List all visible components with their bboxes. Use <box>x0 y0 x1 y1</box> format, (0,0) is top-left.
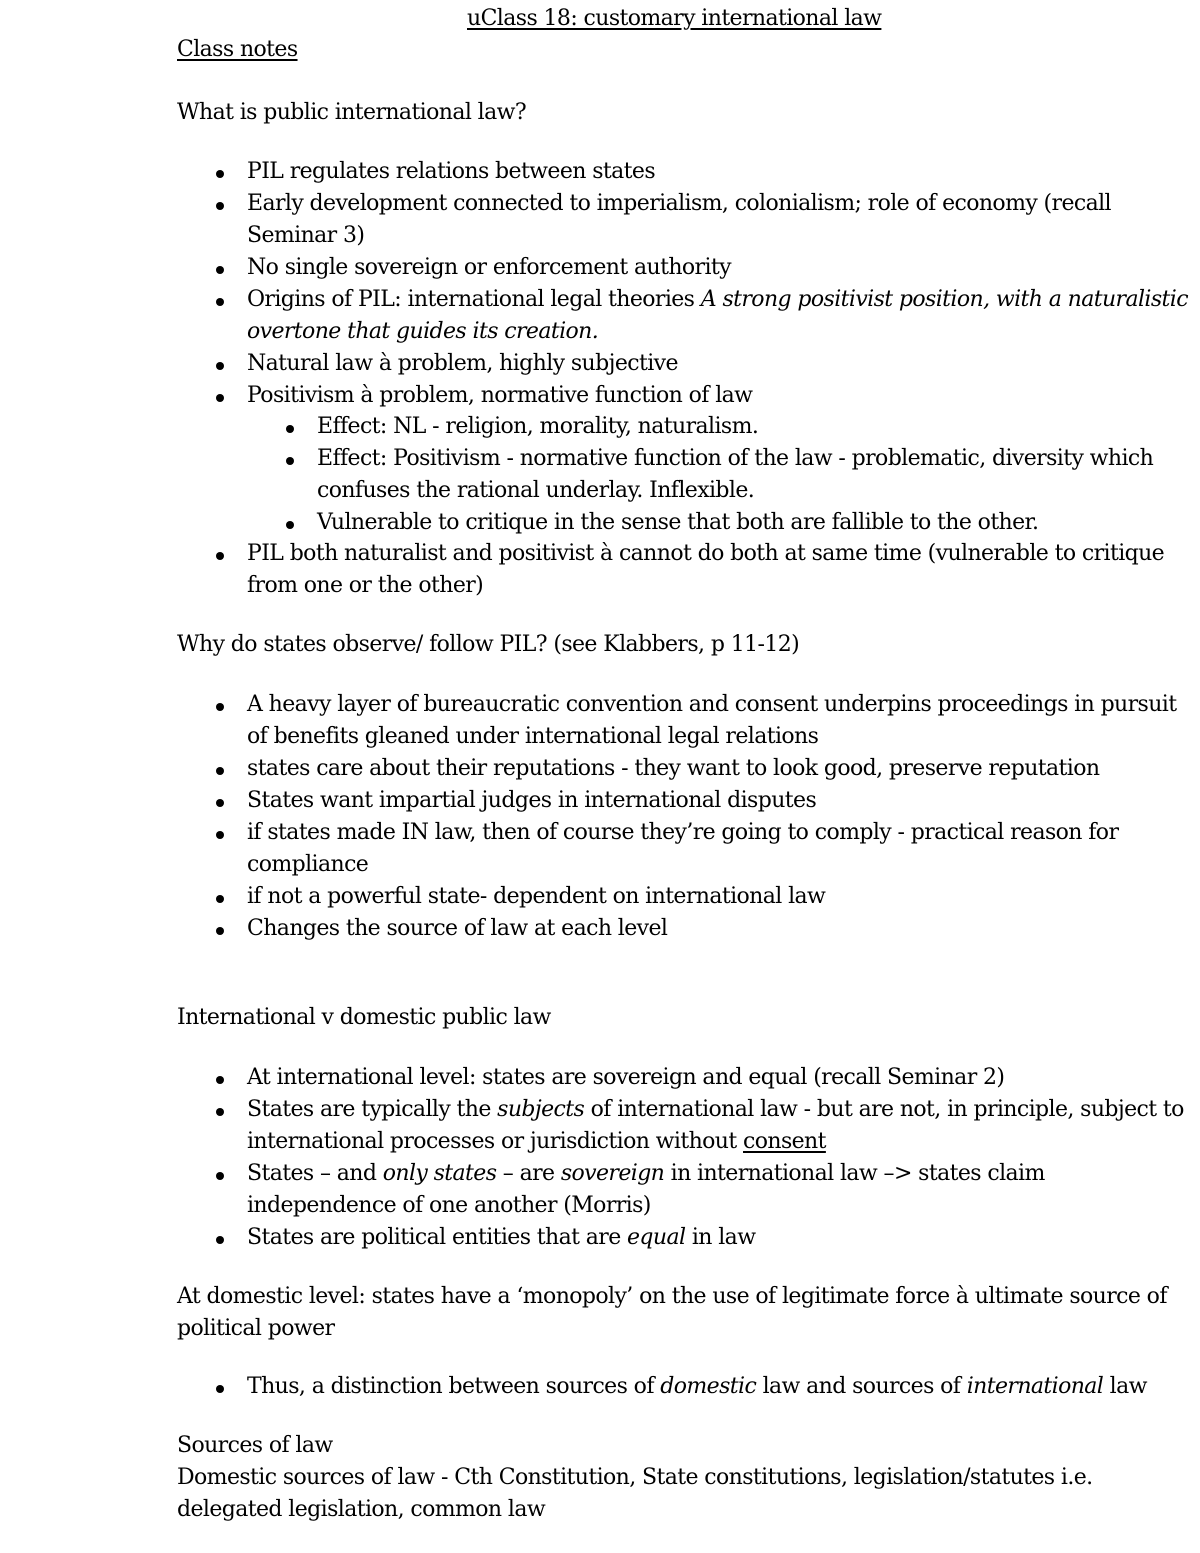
list-item: Vulnerable to critique in the sense that both are fallible to the other. <box>317 507 1197 539</box>
list-item-text: Origins of PIL: international legal theories <box>247 287 701 312</box>
section-heading-what-is-pil: What is public international law? <box>177 100 527 125</box>
list-item: Natural law à problem, highly subjective <box>247 348 1197 380</box>
list-item-text: law <box>1103 1374 1147 1399</box>
list-item-emphasis: sovereign <box>560 1161 665 1186</box>
list-item: states care about their reputations - they want to look good, preserve reputation <box>247 753 1197 785</box>
list-item-text: of international law - but are not, in principle, subject to international processes or jurisdiction without <box>247 1097 1184 1154</box>
pil-bullet-list <box>247 156 1197 412</box>
list-item-text: – are <box>496 1161 561 1186</box>
section-heading-intl-v-domestic: International v domestic public law <box>177 1005 551 1030</box>
list-item-text: in international law –> states claim independence of one another (Morris) <box>247 1161 1045 1218</box>
positivism-sub-list <box>317 411 1197 539</box>
list-item: Changes the source of law at each level <box>247 913 1197 945</box>
list-item: Effect: Positivism - normative function of the law - problematic, diversity which confuses the rational underlay. Inflexible. <box>317 443 1197 507</box>
list-item-emphasis: subjects <box>497 1097 585 1122</box>
intl-v-domestic-bullet-list <box>247 1062 1197 1254</box>
list-item: States want impartial judges in international disputes <box>247 785 1197 817</box>
list-item-text: States – and <box>247 1161 383 1186</box>
list-item-emphasis: domestic <box>660 1374 757 1399</box>
list-item-emphasis: only states <box>382 1161 497 1186</box>
list-item-text: States are political entities that are <box>247 1225 628 1250</box>
distinction-bullet-list <box>247 1371 1197 1403</box>
list-item-text: law and sources of <box>756 1374 967 1399</box>
list-item-text: in law <box>685 1225 756 1250</box>
list-item-underlined: consent <box>743 1129 826 1154</box>
list-item: Positivism à problem, normative function of law <box>247 380 1197 412</box>
pil-bullet-list-cont <box>247 538 1197 602</box>
domestic-level-paragraph: At domestic level: states have a ‘monopoly’ on the use of legitimate force à ultimate source of political power <box>177 1284 1167 1341</box>
list-item <box>247 1094 1197 1158</box>
document-title: uClass 18: customary international law <box>467 6 882 31</box>
list-item: PIL regulates relations between states <box>247 156 1197 188</box>
section-heading-sources-of-law: Sources of law <box>177 1433 333 1458</box>
list-item: PIL both naturalist and positivist à cannot do both at same time (vulnerable to critique from one or the other) <box>247 538 1197 602</box>
list-item <box>247 1222 1197 1254</box>
list-item: A heavy layer of bureaucratic convention and consent underpins proceedings in pursuit of benefits gleaned under international legal relations <box>247 689 1197 753</box>
list-item: Early development connected to imperialism, colonialism; role of economy (recall Seminar 3) <box>247 188 1197 252</box>
section-heading-why-states-follow: Why do states observe/ follow PIL? (see Klabbers, p 11-12) <box>177 632 800 657</box>
compliance-bullet-list <box>247 689 1197 945</box>
list-item-emphasis: international <box>966 1374 1104 1399</box>
class-notes-heading: Class notes <box>177 37 298 62</box>
list-item <box>247 284 1197 348</box>
list-item-emphasis: equal <box>627 1225 686 1250</box>
list-item-text: Thus, a distinction between sources of <box>247 1374 661 1399</box>
list-item: No single sovereign or enforcement authority <box>247 252 1197 284</box>
list-item <box>247 1371 1197 1403</box>
list-item: At international level: states are sovereign and equal (recall Seminar 2) <box>247 1062 1197 1094</box>
list-item: if not a powerful state- dependent on international law <box>247 881 1197 913</box>
list-item: Effect: NL - religion, morality, naturalism. <box>317 411 1197 443</box>
list-item: if states made IN law, then of course they’re going to comply - practical reason for compliance <box>247 817 1197 881</box>
list-item-text: States are typically the <box>247 1097 498 1122</box>
domestic-sources-paragraph: Domestic sources of law - Cth Constitution, State constitutions, legislation/statutes i.e. delegated legislation, common law <box>177 1465 1093 1522</box>
list-item-emphasis: A strong positivist position, with a naturalistic overtone that guides its creation. <box>247 287 1188 344</box>
list-item <box>247 1158 1197 1222</box>
